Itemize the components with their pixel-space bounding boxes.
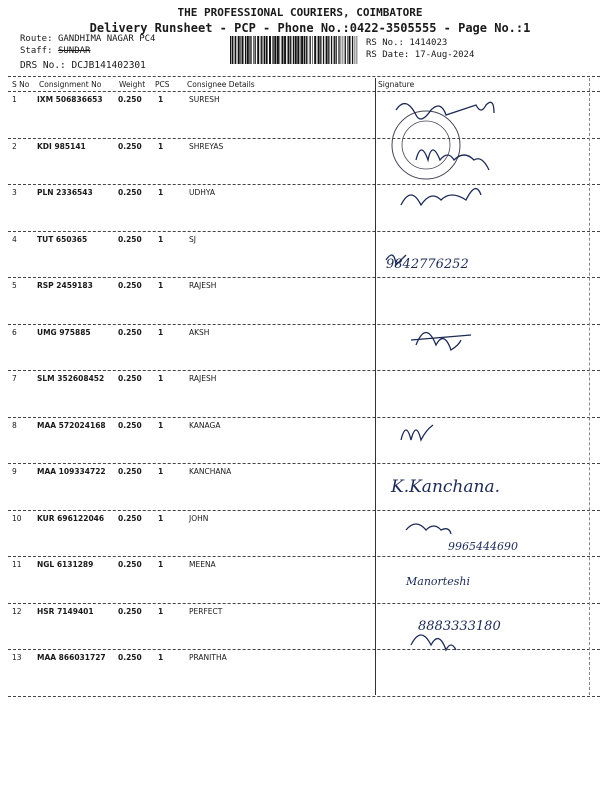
drs-value: DCJB141402301	[71, 60, 146, 71]
cell-pcs: 1	[158, 606, 164, 616]
route-value: GANDHIMA NAGAR PC4	[57, 34, 156, 44]
cell-consignment: NGL 6131289	[37, 560, 94, 569]
rs-date-line	[366, 50, 474, 60]
cell-consignee: RAJESH	[189, 374, 217, 383]
signature-6	[411, 333, 471, 351]
cell-weight: 0.250	[118, 467, 142, 476]
cell-sno: 12	[12, 606, 22, 616]
cell-consignee: KANAGA	[189, 420, 221, 430]
cell-consignee: JOHN	[189, 513, 209, 523]
cell-sno: 4	[12, 234, 17, 244]
cell-consignee: SHREYAS	[189, 141, 224, 151]
cell-weight: 0.250	[118, 141, 142, 151]
cell-sno: 2	[12, 141, 17, 151]
cell-pcs: 1	[158, 420, 164, 430]
col-sno: S No	[12, 80, 30, 89]
cell-consignee: RAJESH	[189, 281, 217, 290]
drs-line	[20, 60, 146, 71]
handwritten-name-11: Manorteshi	[406, 575, 470, 588]
cell-consignment: IXM 506836653	[37, 95, 103, 104]
drs-label: DRS No.:	[20, 60, 66, 71]
cell-weight: 0.250	[118, 188, 142, 197]
rs-date-label: RS Date:	[366, 50, 410, 60]
cell-sno: 3	[12, 188, 17, 197]
cell-pcs: 1	[158, 188, 164, 197]
cell-consignment: MAA 866031727	[37, 653, 106, 662]
cell-sno: 10	[12, 513, 22, 523]
col-pcs: PCS	[155, 80, 170, 89]
signature-13	[411, 635, 456, 650]
staff-label: Staff:	[20, 46, 53, 56]
col-weight: Weight	[119, 80, 146, 89]
cell-sno: 1	[12, 95, 17, 104]
cell-consignment: KUR 696122046	[37, 513, 105, 523]
cell-sno: 11	[12, 560, 22, 569]
cell-pcs: 1	[158, 281, 164, 290]
barcode	[230, 36, 360, 64]
cell-consignment: MAA 572024168	[37, 420, 106, 430]
cell-consignee: SURESH	[189, 95, 220, 104]
handwritten-name-9: K.Kanchana.	[391, 477, 500, 497]
handwritten-phone-10: 9965444690	[448, 540, 518, 553]
cell-consignee: SJ	[189, 234, 196, 244]
cell-consignee: MEENA	[189, 560, 216, 569]
cell-consignment: KDI 985141	[37, 141, 86, 151]
cell-weight: 0.250	[118, 420, 142, 430]
cell-consignee: PRANITHA	[189, 653, 227, 662]
cell-pcs: 1	[158, 141, 164, 151]
cell-sno: 13	[12, 653, 22, 662]
col-consignee: Consignee Details	[187, 80, 255, 89]
cell-weight: 0.250	[118, 653, 142, 662]
col-consignment: Consignment No	[39, 80, 102, 89]
handwritten-phone-12: 8883333180	[418, 619, 501, 634]
cell-sno: 5	[12, 281, 17, 290]
cell-consignment: MAA 109334722	[37, 467, 106, 476]
cell-sno: 6	[12, 327, 17, 337]
cell-consignment: PLN 2336543	[37, 188, 93, 197]
cell-weight: 0.250	[118, 560, 142, 569]
table-header	[8, 77, 600, 91]
company-name: THE PROFESSIONAL COURIERS, COIMBATORE	[177, 6, 423, 19]
cell-pcs: 1	[158, 234, 164, 244]
cell-consignee: UDHYA	[189, 188, 216, 197]
cell-weight: 0.250	[118, 234, 142, 244]
cell-consignment: RSP 2459183	[37, 281, 93, 290]
cell-pcs: 1	[158, 327, 164, 337]
cell-sno: 9	[12, 467, 17, 476]
cell-pcs: 1	[158, 653, 164, 662]
rs-no-value: 1414023	[409, 38, 448, 48]
rs-date-value: 17-Aug-2024	[414, 50, 475, 60]
handwritten-phone-4: 9842776252	[386, 257, 469, 272]
route-line	[20, 34, 155, 44]
staff-value: SUNDAR	[57, 46, 91, 56]
cell-consignment: SLM 352608452	[37, 374, 105, 383]
cell-consignee: AKSH	[189, 327, 210, 337]
cell-consignee: KANCHANA	[189, 467, 232, 476]
cell-consignee: PERFECT	[189, 606, 223, 616]
cell-weight: 0.250	[118, 281, 142, 290]
rs-no-line	[366, 38, 447, 48]
cell-weight: 0.250	[118, 606, 142, 616]
signature-marks	[376, 90, 596, 690]
signature-10	[406, 524, 451, 534]
signature-3	[401, 189, 481, 205]
rs-no-label: RS No.:	[366, 38, 404, 48]
cell-weight: 0.250	[118, 374, 142, 383]
staff-line	[20, 46, 90, 56]
cell-consignment: TUT 650365	[37, 234, 88, 244]
cell-pcs: 1	[158, 374, 164, 383]
signature-8	[401, 425, 433, 440]
cell-sno: 8	[12, 420, 17, 430]
cell-pcs: 1	[158, 513, 164, 523]
cell-weight: 0.250	[118, 327, 142, 337]
cell-consignment: UMG 975885	[37, 327, 91, 337]
cell-pcs: 1	[158, 560, 164, 569]
cell-pcs: 1	[158, 95, 164, 104]
route-label: Route:	[20, 34, 53, 44]
col-signature: Signature	[378, 80, 415, 89]
cell-sno: 7	[12, 374, 17, 383]
cell-weight: 0.250	[118, 95, 142, 104]
cell-consignment: HSR 7149401	[37, 606, 94, 616]
runsheet-title: Delivery Runsheet - PCP - Phone No.:0422-3505555 - Page No.:1	[89, 21, 531, 35]
cell-pcs: 1	[158, 467, 164, 476]
cell-weight: 0.250	[118, 513, 142, 523]
